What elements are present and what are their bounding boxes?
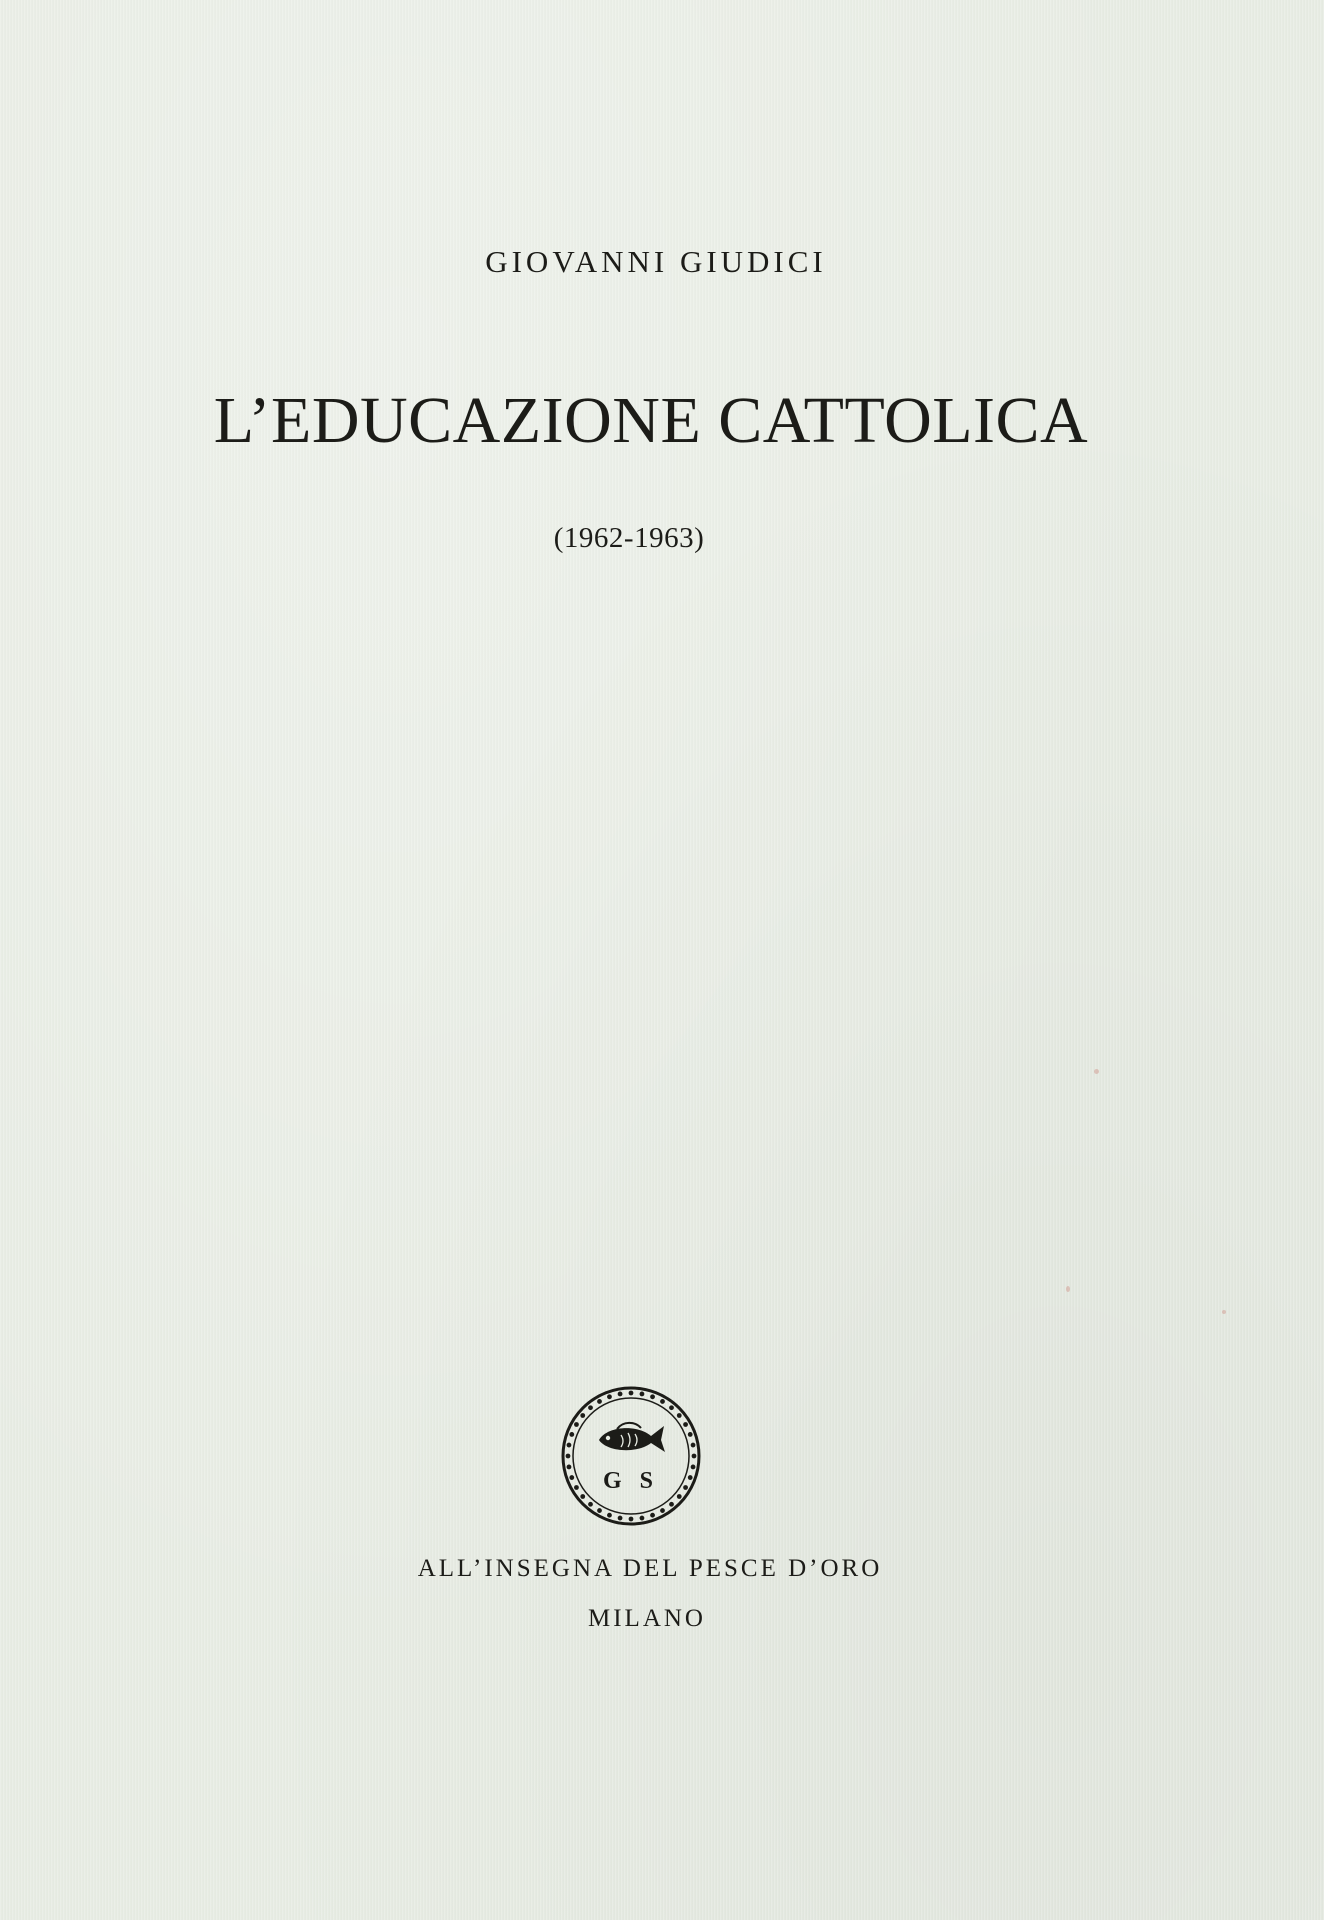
medallion-bead [567,1443,572,1448]
book-title: L’EDUCAZIONE CATTOLICA [213,384,1089,457]
medallion-bead [650,1394,655,1399]
medallion-bead [618,1516,623,1521]
paper-fleck [1066,1286,1070,1292]
paper-fleck [1094,1069,1099,1074]
publisher-city: MILANO [588,1605,706,1632]
medallion-bead [683,1485,688,1490]
medallion-bead [629,1517,634,1522]
paper-fleck [1222,1310,1226,1314]
medallion-bead [677,1494,682,1499]
medallion-bead [660,1508,665,1513]
medallion-bead [580,1413,585,1418]
emblem-monogram: G S [602,1468,660,1494]
author-name: GIOVANNI GIUDICI [485,244,827,279]
medallion-bead [650,1513,655,1518]
medallion-bead [567,1465,572,1470]
medallion-bead [566,1454,571,1459]
medallion-bead [691,1443,696,1448]
medallion-bead [607,1394,612,1399]
medallion-bead [640,1516,645,1521]
medallion-bead [597,1508,602,1513]
medallion-bead [569,1432,574,1437]
medallion-bead [569,1475,574,1480]
medallion-bead [677,1413,682,1418]
medallion-bead [574,1485,579,1490]
medallion-bead [669,1502,674,1507]
medallion-bead [588,1502,593,1507]
medallion-bead [580,1494,585,1499]
publisher-name: ALL’INSEGNA DEL PESCE D’ORO [417,1555,883,1582]
medallion-bead [629,1391,634,1396]
medallion-bead [660,1399,665,1404]
medallion-bead [607,1513,612,1518]
fish-medallion-icon [559,1384,703,1528]
medallion-bead [618,1392,623,1397]
medallion-bead [574,1422,579,1427]
medallion-bead [683,1422,688,1427]
medallion-bead [640,1392,645,1397]
medallion-bead [692,1454,697,1459]
medallion-bead [691,1465,696,1470]
book-years: (1962-1963) [553,522,705,554]
medallion-bead [688,1475,693,1480]
medallion-bead [688,1432,693,1437]
medallion-bead [669,1405,674,1410]
medallion-bead [588,1405,593,1410]
medallion-bead [597,1399,602,1404]
